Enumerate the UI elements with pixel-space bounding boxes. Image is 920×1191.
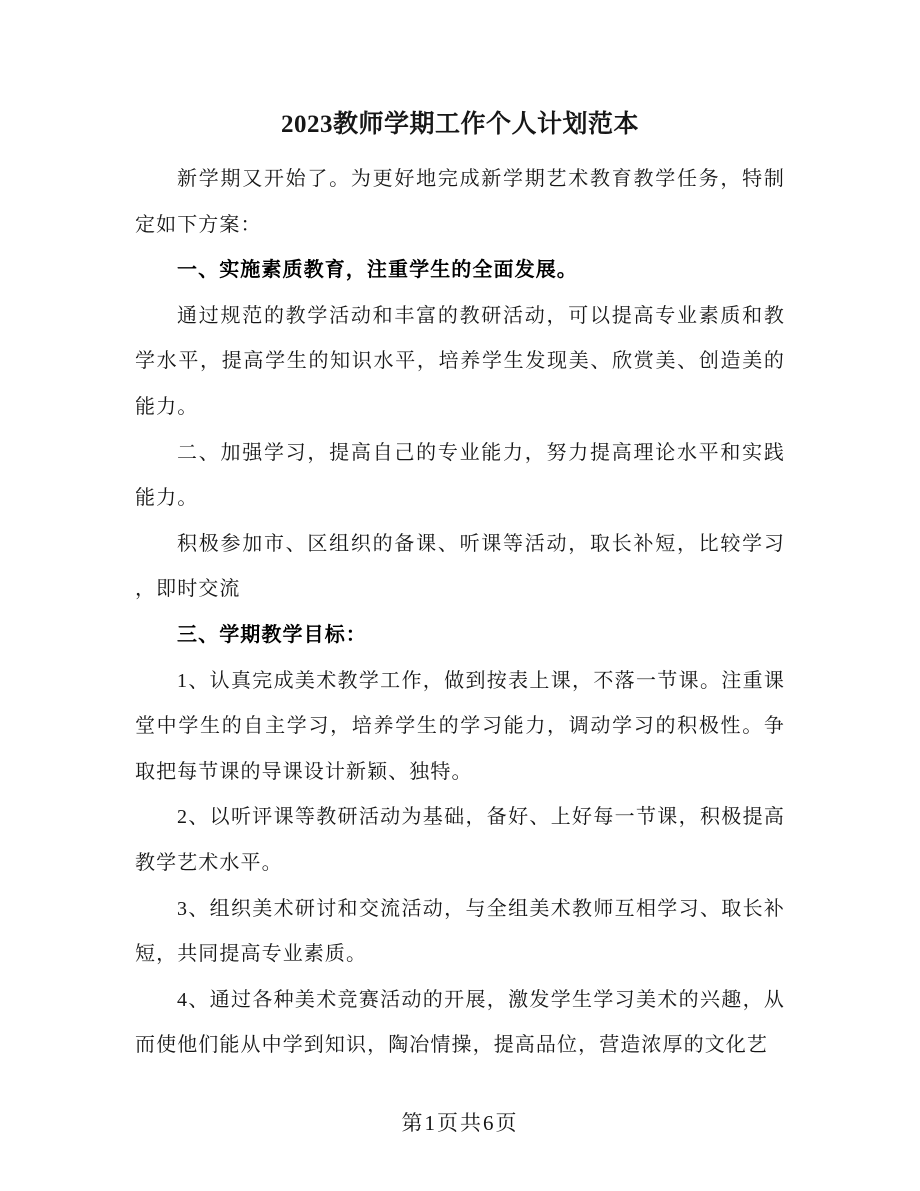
paragraph-section2-body: 积极参加市、区组织的备课、听课等活动，取长补短，比较学习，即时交流 — [135, 532, 785, 601]
paragraph-goal-1: 1、认真完成美术教学工作，做到按表上课，不落一节课。注重课堂中学生的自主学习，培养学生的学习能力，调动学习的积极性。争取把每节课的导课设计新颖、独特。 — [135, 669, 785, 783]
document-title: 2023教师学期工作个人计划范本 — [280, 111, 639, 138]
paragraph-goal-3: 3、组织美术研讨和交流活动，与全组美术教师互相学习、取长补短，共同提高专业素质。 — [135, 897, 785, 966]
paragraph-section1-body: 通过规范的教学活动和丰富的教研活动，可以提高专业素质和教学水平，提高学生的知识水平，培养学生发现美、欣赏美、创造美的能力。 — [135, 304, 785, 418]
paragraph-goal-4: 4、通过各种美术竞赛活动的开展，激发学生学习美术的兴趣，从而使他们能从中学到知识，陶冶情操，提高品位，营造浓厚的文化艺 — [135, 988, 785, 1057]
paragraph-intro: 新学期又开始了。为更好地完成新学期艺术教育教学任务，特制定如下方案： — [135, 168, 785, 236]
document-body — [135, 157, 785, 1069]
paragraph-goal-2: 2、以听评课等教研活动为基础，备好、上好每一节课，积极提高教学艺术水平。 — [135, 806, 785, 874]
section-heading-2: 二、加强学习，提高自己的专业能力，努力提高理论水平和实践能力。 — [135, 441, 785, 510]
page-number: 第1页共6页 — [401, 1111, 519, 1135]
section-heading-1: 一、实施素质教育，注重学生的全面发展。 — [177, 259, 578, 282]
section-heading-3: 三、学期教学目标： — [177, 623, 367, 646]
